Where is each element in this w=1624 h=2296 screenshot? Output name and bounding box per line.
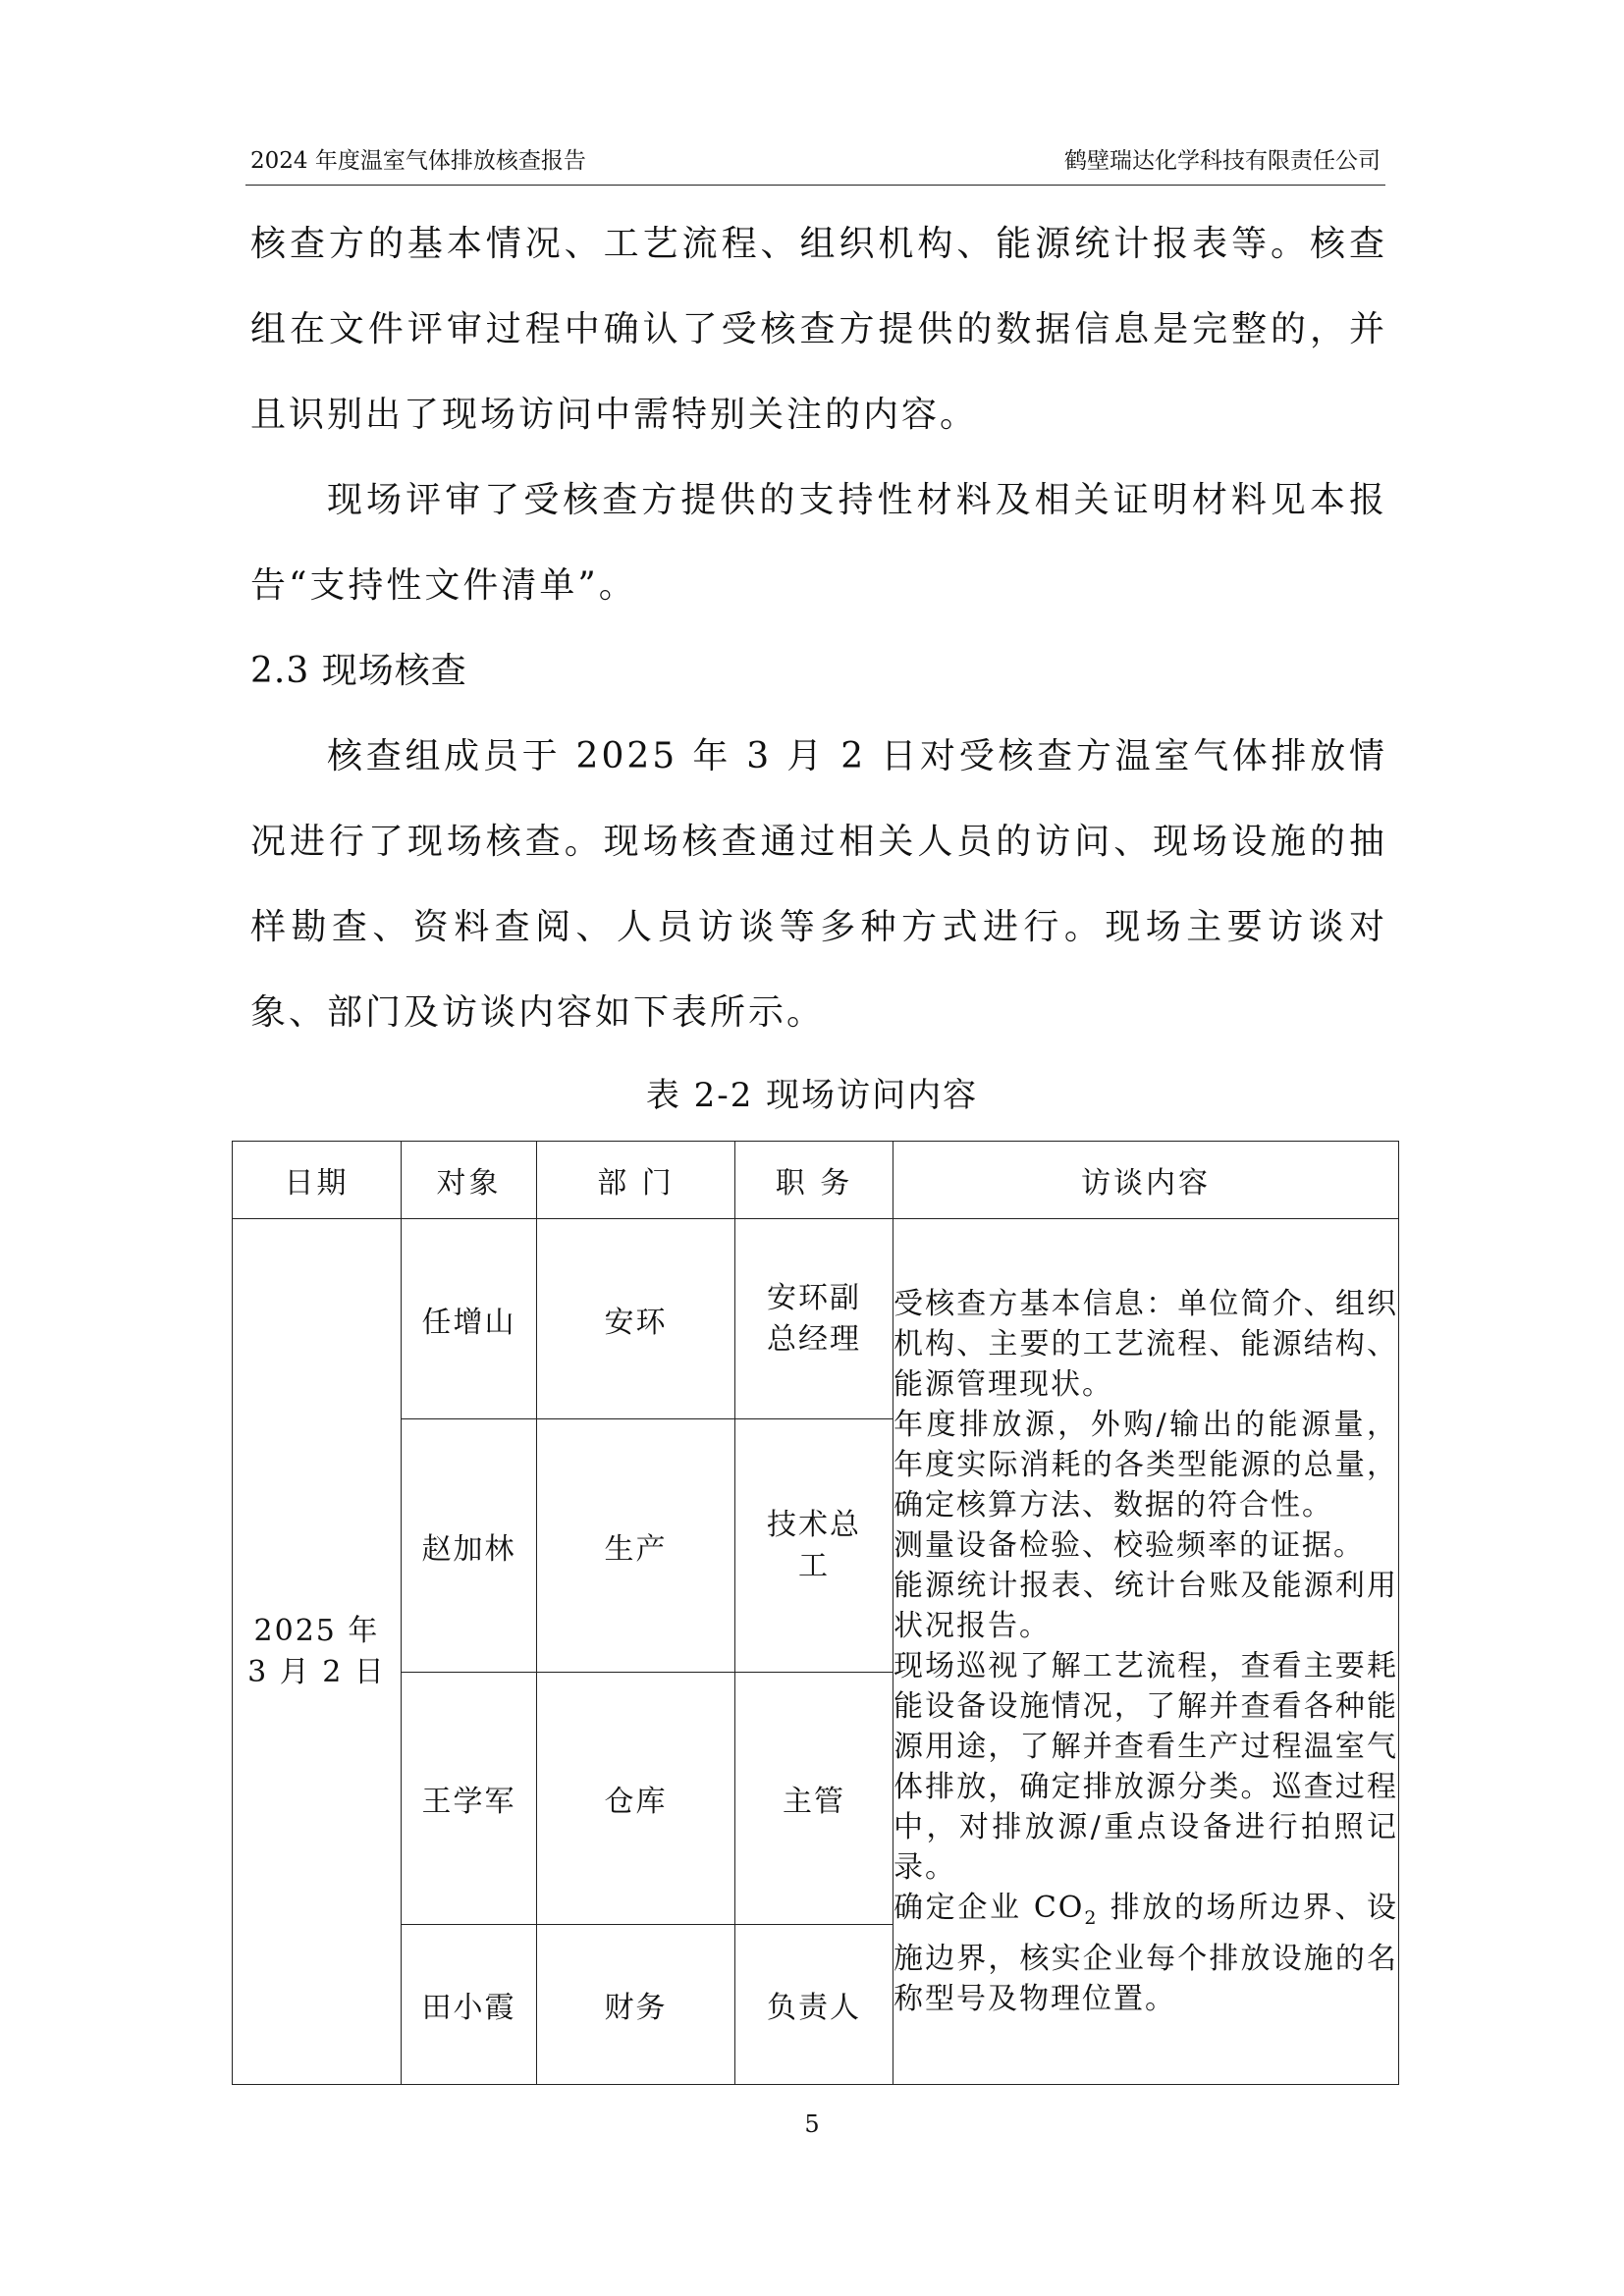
subscript-text: 2 (1084, 1907, 1099, 1929)
content-text: 确定企业 CO (893, 1891, 1085, 1925)
person-cell: 赵加林 (402, 1419, 537, 1673)
department-cell: 仓库 (537, 1673, 735, 1925)
department-cell: 财务 (537, 1925, 735, 2085)
header-department: 部 门 (537, 1142, 735, 1219)
content-item: 受核查方基本信息：单位简介、组织机构、主要的工艺流程、能源结构、能源管理现状。 (893, 1287, 1398, 1402)
position-value: 技术总工 (767, 1507, 861, 1583)
table-row (233, 1219, 1399, 1419)
header-company-name: 鹤壁瑞达化学科技有限责任公司 (1064, 148, 1380, 174)
position-value: 安环副总经理 (767, 1280, 861, 1357)
section-heading: 2.3 现场核查 (250, 651, 467, 691)
table-caption: 表 2-2 现场访问内容 (645, 1076, 979, 1115)
content-item: 测量设备检验、校验频率的证据。 (893, 1528, 1365, 1563)
header-date: 日期 (233, 1142, 402, 1219)
content-item: 能源统计报表、统计台账及能源利用状况报告。 (893, 1569, 1398, 1643)
interview-content-cell (893, 1219, 1399, 2085)
position-cell (735, 1419, 893, 1673)
date-cell (233, 1219, 402, 2085)
header-report-title: 2024 年度温室气体排放核查报告 (250, 148, 586, 174)
paragraph-site-verification: 核查组成员于 2025 年 3 月 2 日对受核查方温室气体排放情况进行了现场核查。现场核查通过相关人员的访问、现场设施的抽样勘查、资料查阅、人员访谈等多种方式进行。现场主要访谈对象、部门及访谈内容如下表所示。 (250, 736, 1387, 1033)
position-cell: 负责人 (735, 1925, 893, 2085)
date-value: 2025 年 3 月 2 日 (247, 1613, 386, 1689)
position-cell: 主管 (735, 1673, 893, 1925)
table-header-row (233, 1142, 1399, 1219)
content-text: 排放的场所边界、设施边界，核实企业每个排放设施的名称型号及物理位置。 (893, 1891, 1398, 2016)
running-header (250, 135, 1380, 175)
person-cell: 田小霞 (402, 1925, 537, 2085)
paragraph-supporting-materials: 现场评审了受核查方提供的支持性材料及相关证明材料见本报告“支持性文件清单”。 (250, 480, 1387, 606)
position-cell (735, 1219, 893, 1419)
department-cell: 生产 (537, 1419, 735, 1673)
header-person: 对象 (402, 1142, 537, 1219)
person-cell: 任增山 (402, 1219, 537, 1419)
content-item: 年度排放源，外购/输出的能源量，年度实际消耗的各类型能源的总量，确定核算方法、数据的符合性。 (893, 1408, 1398, 1522)
content-item: 现场巡视了解工艺流程，查看主要耗能设备设施情况，了解并查看各种能源用途，了解并查看生产过程温室气体排放，确定排放源分类。巡查过程中，对排放源/重点设备进行拍照记录。 (893, 1649, 1398, 1885)
department-cell: 安环 (537, 1219, 735, 1419)
content-item (893, 1888, 1398, 2019)
paragraph-document-review: 核查方的基本情况、工艺流程、组织机构、能源统计报表等。核查组在文件评审过程中确认了受核查方提供的数据信息是完整的，并且识别出了现场访问中需特别关注的内容。 (250, 224, 1387, 435)
header-content: 访谈内容 (893, 1142, 1399, 1219)
page-number: 5 (804, 2110, 820, 2138)
site-visit-table (232, 1141, 1399, 2085)
header-position: 职 务 (735, 1142, 893, 1219)
header-rule (245, 185, 1385, 186)
person-cell: 王学军 (402, 1673, 537, 1925)
